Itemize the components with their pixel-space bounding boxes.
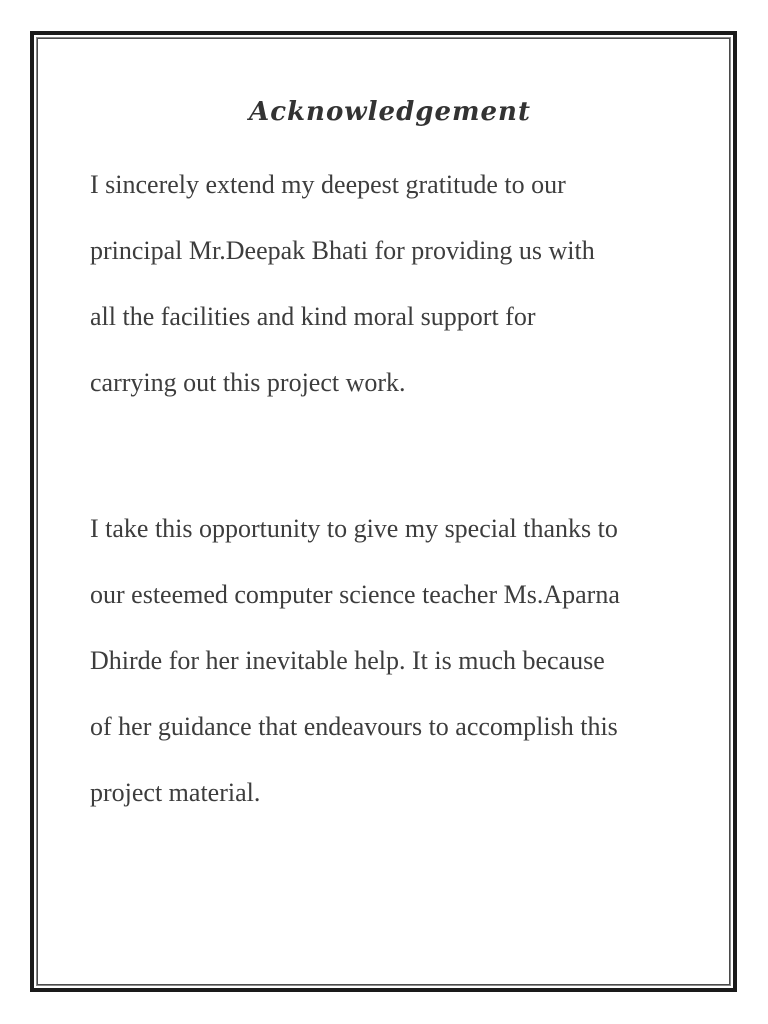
paragraph-line: I take this opportunity to give my special thanks to (90, 514, 618, 543)
paragraph-line: of her guidance that endeavours to accomplish this (90, 712, 618, 741)
paragraph-line: all the facilities and kind moral support for (90, 302, 536, 331)
paragraph-line: project material. (90, 778, 261, 807)
paragraph-line: carrying out this project work. (90, 368, 406, 397)
paragraph-line: principal Mr.Deepak Bhati for providing us with (90, 236, 595, 265)
paragraph-2 (90, 496, 680, 826)
page-title: Acknowledgement (249, 97, 531, 127)
paragraph-line: I sincerely extend my deepest gratitude to our (90, 170, 566, 199)
paragraph-line: Dhirde for her inevitable help. It is much because (90, 646, 605, 675)
paragraph-1 (90, 152, 680, 416)
paragraph-line: our esteemed computer science teacher Ms.Aparna (90, 580, 620, 609)
document-content (90, 92, 680, 826)
paragraph-spacer (90, 416, 680, 496)
